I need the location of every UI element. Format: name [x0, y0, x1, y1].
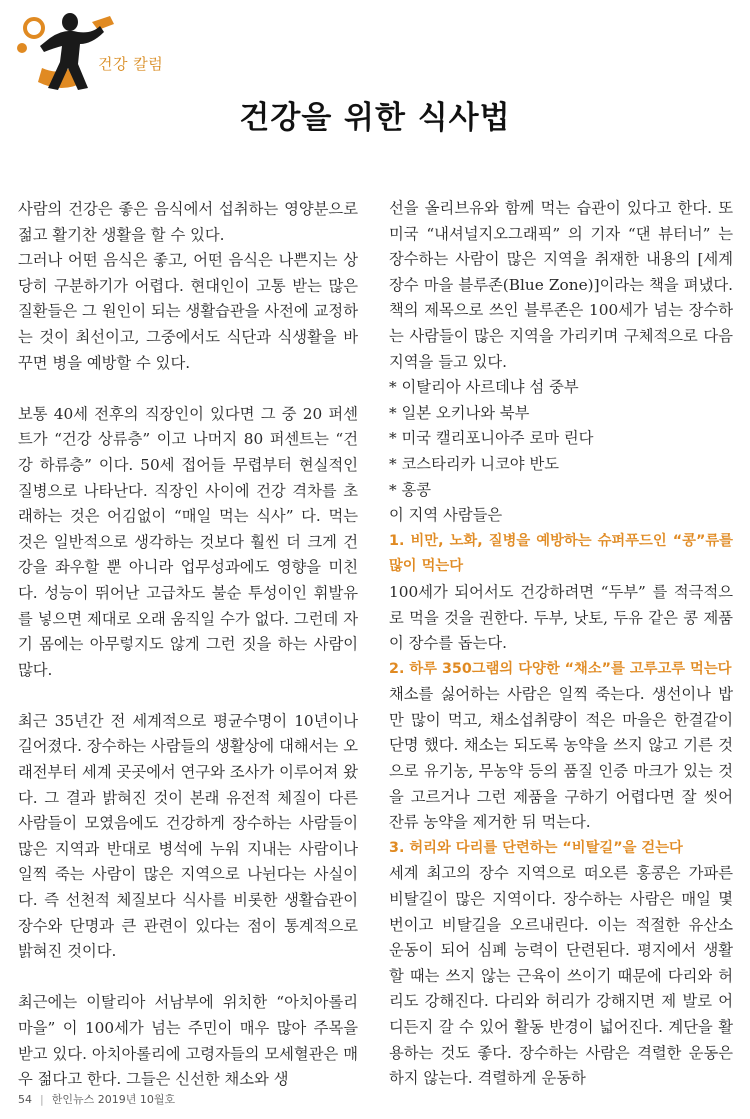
paragraph: 최근 35년간 전 세계적으로 평균수명이 10년이나 길어졌다. 장수하는 사람들의 생활상에 대해서는 오래전부터 세계 곳곳에서 연구와 조사가 이루어져 왔다. 그 결과 밝혀진 것이 본래 유전적 체질이 다른 사람들이 모였음에도 건강하게 장수하는 사람들이 많은 지역과 반대로 병석에 누워 지내는 사람이나 일찍 죽는 사람이 많은 지역으로 나뉜다는 사실이다. 즉 선천적 체질보다 식사를 비롯한 생활습관이 장수와 단명과 큰 관련이 있다는 점이 통계적으로 밝혀진 것이다.	[18, 711, 358, 961]
paragraph: 선을 올리브유와 함께 먹는 습관이 있다고 한다. 또 미국 “내셔널지오그래픽” 의 기자 “댄 뷰터너” 는 장수하는 사람이 많은 지역을 취재한 내용의 [세계 장수 마을 블루존(Blue Zone)]이라는 책을 펴냈다. 책의 제목으로 쓰인 블루존은 100세가 넘는 장수하는 사람들이 많은 지역을 가리키며 구체적으로 다음 지역을 들고 있다.	[389, 199, 733, 371]
paragraph: 그러나 어떤 음식은 좋고, 어떤 음식은 나쁜지는 상당히 구분하기가 어렵다. 현대인이 고통 받는 많은 질환들은 그 원인이 되는 생활습관을 사전에 교정하는 것이 최선이고, 그중에서도 식단과 식생활을 바꾸면 병을 예방할 수 있다.	[18, 251, 358, 372]
right-column	[389, 196, 733, 1092]
list-item: * 일본 오키나와 북부	[389, 403, 530, 422]
list-item: * 홍콩	[389, 480, 432, 499]
page-footer	[18, 1091, 175, 1107]
footer-separator: |	[40, 1093, 44, 1106]
athlete-silhouette-logo-icon	[14, 8, 174, 96]
column-logo	[14, 8, 174, 96]
subheading: 2. 하루 350그램의 다양한 “채소”를 고루고루 먹는다	[389, 660, 732, 677]
subheading: 1. 비만, 노화, 질병을 예방하는 슈퍼푸드인 “콩”류를 많이 먹는다	[389, 532, 733, 575]
paragraph: 보통 40세 전후의 직장인이 있다면 그 중 20 퍼센트가 “건강 상류층” 이고 나머지 80 퍼센트는 “건강 하류층” 이다. 50세 접어들 무렵부터 현실적인 질병으로 나타난다. 직장인 사이에 건강 격차를 초래하는 것은 어김없이 “매일 먹는 식사” 다. 먹는 것은 일반적으로 생각하는 것보다 훨씬 더 크게 건강을 좌우할 뿐 아니라 업무성과에도 영향을 미친다. 성능이 뛰어난 고급차도 불순 투성이인 휘발유를 넣으면 제대로 오래 움직일 수가 없다. 그런데 자기 몸에는 아무렇지도 않게 그런 짓을 하는 사람이 많다.	[18, 404, 358, 679]
section-title: 건강 칼럼	[98, 55, 164, 73]
list-item: * 미국 캘리포니아주 로마 린다	[389, 429, 594, 448]
paragraph: 채소를 싫어하는 사람은 일찍 죽는다. 생선이나 밥만 많이 먹고, 채소섭취량이 적은 마을은 한결같이 단명 했다. 채소는 되도록 농약을 쓰지 않고 기른 것으로 유기농, 무농약 등의 품질 인증 마크가 있는 것을 고르거나 그런 제품을 구하기 어렵다면 잘 씻어 잔류 농약을 제거한 뒤 먹는다.	[389, 685, 733, 832]
paragraph: 100세가 되어서도 건강하려면 “두부” 를 적극적으로 먹을 것을 권한다. 두부, 낫토, 두유 같은 콩 제품이 장수를 돕는다.	[389, 582, 733, 653]
paragraph: 이 지역 사람들은	[389, 506, 503, 525]
publication-name: 한인뉴스 2019년 10월호	[51, 1093, 176, 1106]
paragraph: 세계 최고의 장수 지역으로 떠오른 홍콩은 가파른 비탈길이 많은 지역이다. 장수하는 사람은 매일 몇 번이고 비탈길을 오르내린다. 이는 적절한 유산소 운동이 되어 심폐 능력이 단련된다. 평지에서 생활할 때는 쓰지 않는 근육이 쓰이기 때문에 다리와 허리도 강해진다. 다리와 허리가 강해지면 제 발로 어디든지 갈 수 있어 활동 반경이 넓어진다. 계단을 활용하는 것도 좋다. 장수하는 사람은 격렬한 운동은 하지 않는다. 격렬하게 운동하	[389, 864, 733, 1088]
list-item: * 코스타리카 니코야 반도	[389, 454, 560, 473]
subheading: 3. 허리와 다리를 단련하는 “비탈길”을 걷는다	[389, 839, 683, 856]
left-column	[18, 197, 358, 1093]
list-item: * 이탈리아 사르데냐 섬 중부	[389, 378, 579, 397]
paragraph: 최근에는 이탈리아 서남부에 위치한 “아치아롤리 마을” 이 100세가 넘는 주민이 매우 많아 주목을 받고 있다. 아치아롤리에 고령자들의 모세혈관은 매우 젊다고 한다. 그들은 신선한 채소와 생	[18, 993, 358, 1089]
page-number: 54	[18, 1093, 32, 1106]
paragraph: 사람의 건강은 좋은 음식에서 섭취하는 영양분으로 젊고 활기찬 생활을 할 수 있다.	[18, 200, 358, 244]
page-title: 건강을 위한 식사법	[239, 100, 511, 136]
